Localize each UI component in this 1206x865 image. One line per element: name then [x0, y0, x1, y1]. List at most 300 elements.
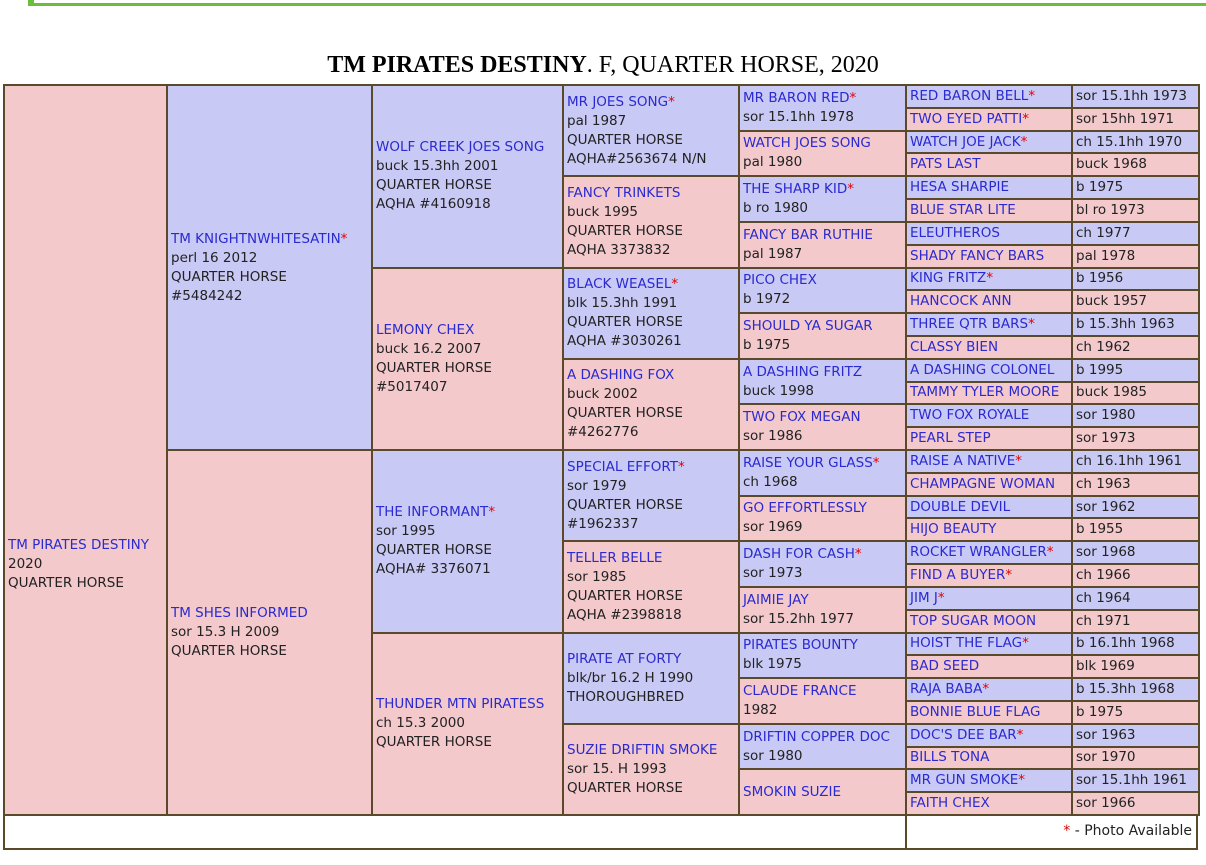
photo-star-icon: * — [937, 589, 945, 606]
pedigree-cell-gen6-info — [1072, 678, 1199, 701]
horse-name: GO EFFORTLESSLY — [743, 500, 867, 517]
horse-name: FANCY BAR RUTHIE — [743, 226, 873, 243]
pedigree-cell-gen4 — [563, 176, 739, 267]
horse-detail: QUARTER HORSE — [567, 222, 683, 239]
pedigree-cell-gen6 — [906, 633, 1072, 656]
pedigree-cell-gen5 — [739, 131, 906, 177]
pedigree-cell-gen6 — [906, 678, 1072, 701]
pedigree-cell-gen6-info — [1072, 153, 1199, 176]
pedigree-cell-gen2 — [167, 450, 372, 815]
photo-star-icon: * — [678, 458, 685, 475]
horse-detail: QUARTER HORSE — [376, 542, 492, 559]
horse-name-link[interactable] — [567, 275, 735, 294]
horse-detail: buck 1968 — [1076, 156, 1148, 173]
horse-detail: AQHA 3373832 — [567, 241, 671, 258]
photo-star-icon: * — [488, 504, 496, 521]
horse-name: DRIFTIN COPPER DOC — [743, 728, 890, 745]
horse-detail: sor 1979 — [567, 477, 627, 494]
horse-detail: sor 15hh 1971 — [1076, 110, 1175, 127]
photo-star-icon: * — [1016, 726, 1024, 743]
pedigree-cell-gen6-info — [1072, 701, 1199, 724]
horse-name: MR JOES SONG — [567, 93, 669, 110]
photo-star-icon: * — [668, 93, 675, 110]
pedigree-cell-gen6-info — [1072, 496, 1199, 519]
horse-detail: ch 1966 — [1076, 566, 1131, 583]
photo-star-icon: * — [854, 546, 862, 563]
horse-name: THE INFORMANT — [376, 504, 489, 521]
horse-name-link[interactable] — [743, 317, 902, 336]
pedigree-cell-gen6 — [906, 359, 1072, 382]
pedigree-cell-gen6 — [906, 701, 1072, 724]
horse-name-link[interactable] — [910, 499, 1068, 516]
horse-name: SUZIE DRIFTIN SMOKE — [567, 741, 718, 758]
horse-name-link[interactable] — [910, 613, 1068, 630]
horse-name-link[interactable] — [567, 458, 735, 477]
horse-name: SHOULD YA SUGAR — [743, 317, 873, 334]
horse-name: RAISE A NATIVE — [910, 452, 1016, 469]
pedigree-cell-gen6 — [906, 85, 1072, 108]
pedigree-cell-gen3 — [372, 268, 563, 451]
pedigree-cell-gen6-info — [1072, 85, 1199, 108]
pedigree-cell-gen6-info — [1072, 199, 1199, 222]
horse-name-link[interactable] — [376, 321, 559, 340]
horse-name: WATCH JOES SONG — [743, 135, 871, 152]
horse-name-link[interactable] — [910, 384, 1068, 401]
horse-name-link[interactable] — [910, 635, 1068, 652]
horse-name-link[interactable] — [910, 202, 1068, 219]
horse-detail: b 1975 — [1076, 179, 1124, 196]
horse-detail: QUARTER HORSE — [171, 643, 287, 659]
page-title — [0, 52, 1206, 79]
pedigree-cell-gen6-info — [1072, 336, 1199, 359]
pedigree-cell-gen5 — [739, 724, 906, 770]
pedigree-cell-gen6 — [906, 245, 1072, 268]
horse-detail: b 1955 — [1076, 521, 1124, 538]
horse-detail: sor 1973 — [1076, 430, 1136, 447]
horse-name-link[interactable] — [743, 499, 902, 518]
horse-name: TWO FOX ROYALE — [910, 407, 1030, 424]
photo-star-icon: * — [1005, 566, 1013, 583]
horse-name: THREE QTR BARS — [910, 316, 1029, 333]
pedigree-row — [4, 85, 1199, 108]
horse-name: HOIST THE FLAG — [910, 635, 1023, 652]
photo-star-icon: * — [1028, 87, 1036, 104]
horse-detail: buck 2002 — [567, 386, 639, 403]
pedigree-cell-gen5 — [739, 496, 906, 542]
horse-name: SMOKIN SUZIE — [743, 783, 842, 800]
pedigree-cell-gen5 — [739, 176, 906, 222]
horse-name: BLUE STAR LITE — [910, 201, 1016, 218]
horse-detail: blk 1969 — [1076, 658, 1135, 675]
horse-name-link[interactable] — [910, 88, 1068, 105]
horse-name-link[interactable] — [910, 749, 1068, 766]
horse-name: LEMONY CHEX — [376, 321, 475, 338]
photo-star-icon: * — [1018, 772, 1026, 789]
horse-detail: AQHA #2398818 — [567, 606, 682, 623]
horse-name: PATS LAST — [910, 156, 981, 173]
horse-detail: sor 15.1hh 1973 — [1076, 87, 1187, 104]
horse-name: TELLER BELLE — [567, 549, 663, 566]
horse-detail: blk 1975 — [743, 656, 802, 673]
horse-name-link[interactable] — [743, 134, 902, 153]
horse-detail: sor 1980 — [743, 747, 803, 764]
horse-name-link[interactable] — [171, 230, 368, 249]
pedigree-footer — [3, 816, 1198, 850]
horse-name: HESA SHARPIE — [910, 179, 1010, 196]
pedigree-cell-gen6 — [906, 404, 1072, 427]
horse-detail: QUARTER HORSE — [567, 779, 683, 796]
pedigree-cell-gen6-info — [1072, 290, 1199, 313]
horse-name: BLACK WEASEL — [567, 276, 672, 293]
horse-name: A DASHING COLONEL — [910, 361, 1055, 378]
horse-detail: sor 15.1hh 1961 — [1076, 772, 1187, 789]
horse-name-link[interactable] — [743, 783, 902, 802]
pedigree-cell-gen4 — [563, 85, 739, 176]
photo-star-icon: * — [1015, 452, 1022, 469]
horse-detail: sor 1995 — [376, 523, 436, 540]
pedigree-cell-gen6-info — [1072, 427, 1199, 450]
horse-name-link[interactable] — [743, 363, 902, 382]
horse-name-link[interactable] — [567, 549, 735, 568]
pedigree-cell-gen6-info — [1072, 769, 1199, 792]
pedigree-cell-gen6-info — [1072, 518, 1199, 541]
pedigree-cell-gen6 — [906, 518, 1072, 541]
horse-name: FIND A BUYER — [910, 566, 1006, 583]
horse-name-link[interactable] — [743, 682, 902, 701]
horse-name-link[interactable] — [910, 704, 1068, 721]
horse-name-link[interactable] — [743, 408, 902, 427]
horse-detail: sor 1968 — [1076, 544, 1136, 561]
pedigree-cell-gen6 — [906, 450, 1072, 473]
horse-detail: QUARTER HORSE — [567, 587, 683, 604]
pedigree-cell-gen5 — [739, 633, 906, 679]
pedigree-cell-gen6 — [906, 473, 1072, 496]
pedigree-cell-gen6-info — [1072, 450, 1199, 473]
horse-name-link[interactable] — [910, 590, 1068, 607]
pedigree-cell-gen6 — [906, 427, 1072, 450]
pedigree-cell-gen6 — [906, 313, 1072, 336]
horse-name-link[interactable] — [8, 536, 163, 555]
horse-name-link[interactable] — [910, 225, 1068, 242]
horse-detail: QUARTER HORSE — [567, 405, 683, 422]
horse-detail: buck 1998 — [743, 382, 815, 399]
horse-name-link[interactable] — [376, 138, 559, 157]
horse-name-link[interactable] — [743, 271, 902, 290]
pedigree-cell-gen4 — [563, 268, 739, 359]
horse-name-link[interactable] — [567, 366, 735, 385]
pedigree-row — [4, 450, 1199, 473]
horse-name: RED BARON BELL — [910, 87, 1029, 104]
horse-name-link[interactable] — [910, 362, 1068, 379]
horse-detail: sor 1973 — [743, 565, 803, 582]
pedigree-cell-gen6 — [906, 382, 1072, 405]
horse-detail: ch 1964 — [1076, 589, 1131, 606]
horse-detail: AQHA# 3376071 — [376, 561, 491, 578]
pedigree-cell-gen6-info — [1072, 747, 1199, 770]
horse-name: CLAUDE FRANCE — [743, 682, 857, 699]
horse-name-link[interactable] — [910, 270, 1068, 287]
horse-name-link[interactable] — [910, 111, 1068, 128]
pedigree-cell-gen6 — [906, 108, 1072, 131]
horse-name-link[interactable] — [910, 339, 1068, 356]
horse-name-link[interactable] — [910, 521, 1068, 538]
pedigree-cell-gen6 — [906, 153, 1072, 176]
pedigree-cell-gen6-info — [1072, 359, 1199, 382]
horse-detail: pal 1980 — [743, 154, 803, 171]
pedigree-cell-gen5 — [739, 450, 906, 496]
photo-star-icon: * — [1022, 635, 1029, 652]
pedigree-cell-gen6-info — [1072, 108, 1199, 131]
horse-name-link[interactable] — [910, 795, 1068, 812]
horse-detail: sor 1969 — [743, 519, 803, 536]
horse-name: CLASSY BIEN — [910, 338, 999, 355]
horse-name: ELEUTHEROS — [910, 224, 1000, 241]
pedigree-cell-gen5 — [739, 769, 906, 815]
pedigree-cell-gen5 — [739, 85, 906, 131]
horse-name: FAITH CHEX — [910, 795, 990, 812]
horse-detail: #4262776 — [567, 424, 639, 441]
horse-detail: QUARTER HORSE — [376, 177, 492, 194]
pedigree-cell-gen6-info — [1072, 792, 1199, 815]
horse-name: DOC'S DEE BAR — [910, 726, 1017, 743]
horse-name: A DASHING FOX — [567, 367, 675, 384]
photo-star-icon: * — [1063, 823, 1071, 839]
horse-detail: #5017407 — [376, 378, 448, 395]
horse-detail: buck 1985 — [1076, 384, 1148, 401]
horse-detail: ch 1971 — [1076, 612, 1131, 629]
title-details: . F, QUARTER HORSE, 2020 — [586, 52, 879, 78]
horse-name: HIJO BEAUTY — [910, 521, 997, 538]
horse-detail: sor 1985 — [567, 568, 627, 585]
horse-name-link[interactable] — [910, 544, 1068, 561]
horse-name: TOP SUGAR MOON — [910, 612, 1037, 629]
pedigree-cell-gen6 — [906, 769, 1072, 792]
horse-detail: THOROUGHBRED — [567, 688, 685, 705]
horse-detail: b 1972 — [743, 291, 791, 308]
horse-name: HANCOCK ANN — [910, 293, 1012, 310]
horse-detail: b 1975 — [1076, 703, 1124, 720]
photo-legend-text: - Photo Available — [1070, 823, 1192, 839]
horse-name-link[interactable] — [910, 567, 1068, 584]
horse-name-link[interactable] — [910, 316, 1068, 333]
pedigree-cell-gen6 — [906, 268, 1072, 291]
horse-detail: buck 15.3hh 2001 — [376, 158, 499, 175]
horse-name-link[interactable] — [910, 430, 1068, 447]
horse-name: KING FRITZ — [910, 270, 987, 287]
horse-name-link[interactable] — [567, 741, 735, 760]
pedigree-cell-gen6-info — [1072, 404, 1199, 427]
pedigree-cell-gen6 — [906, 199, 1072, 222]
horse-name-link[interactable] — [743, 180, 902, 199]
horse-name: WATCH JOE JACK — [910, 133, 1021, 150]
horse-detail: buck 1957 — [1076, 293, 1148, 310]
horse-detail: sor 1970 — [1076, 749, 1136, 766]
pedigree-cell-gen3 — [372, 633, 563, 816]
photo-star-icon: * — [847, 181, 854, 198]
horse-name: TAMMY TYLER MOORE — [910, 384, 1060, 401]
pedigree-cell-gen5 — [739, 404, 906, 450]
horse-name-link[interactable] — [910, 476, 1068, 493]
horse-detail: sor 1980 — [1076, 407, 1136, 424]
horse-name: PIRATES BOUNTY — [743, 637, 858, 654]
horse-detail: sor 1986 — [743, 428, 803, 445]
photo-star-icon: * — [986, 270, 994, 287]
pedigree-cell-gen4 — [563, 724, 739, 815]
horse-detail: ch 1977 — [1076, 224, 1131, 241]
horse-name-link[interactable] — [376, 503, 559, 522]
top-green-bar — [28, 0, 1206, 6]
horse-name-link[interactable] — [743, 454, 902, 473]
horse-detail: bl ro 1973 — [1076, 201, 1145, 218]
photo-star-icon: * — [982, 681, 990, 698]
horse-detail: ch 16.1hh 1961 — [1076, 452, 1183, 469]
horse-detail: ch 1963 — [1076, 475, 1131, 492]
pedigree-cell-gen6-info — [1072, 176, 1199, 199]
pedigree-cell-gen6-info — [1072, 564, 1199, 587]
pedigree-cell-gen5 — [739, 359, 906, 405]
horse-detail: b ro 1980 — [743, 200, 809, 217]
horse-name-link[interactable] — [567, 650, 735, 669]
footer-divider — [905, 816, 907, 848]
pedigree-cell-gen4 — [563, 359, 739, 450]
pedigree-cell-gen6 — [906, 496, 1072, 519]
horse-name: DOUBLE DEVIL — [910, 498, 1011, 515]
pedigree-cell-gen6-info — [1072, 610, 1199, 633]
horse-name-link[interactable] — [567, 93, 735, 112]
horse-name-link[interactable] — [910, 727, 1068, 744]
horse-detail: 1982 — [743, 701, 778, 718]
horse-name: SPECIAL EFFORT — [567, 458, 679, 475]
pedigree-cell-gen6-info — [1072, 245, 1199, 268]
horse-name-link[interactable] — [910, 134, 1068, 151]
horse-detail: QUARTER HORSE — [567, 314, 683, 331]
pedigree-cell-gen6 — [906, 724, 1072, 747]
horse-detail: AQHA #4160918 — [376, 196, 491, 213]
horse-detail: ch 15.3 2000 — [376, 715, 465, 732]
horse-name-link[interactable] — [171, 604, 368, 623]
pedigree-cell-gen5 — [739, 222, 906, 268]
horse-detail: QUARTER HORSE — [376, 359, 492, 376]
pedigree-cell-gen6-info — [1072, 587, 1199, 610]
horse-name-link[interactable] — [743, 89, 902, 108]
pedigree-cell-gen6 — [906, 176, 1072, 199]
horse-name-link[interactable] — [910, 179, 1068, 196]
horse-detail: b 15.3hh 1968 — [1076, 681, 1175, 698]
pedigree-cell-gen6-info — [1072, 222, 1199, 245]
horse-name-link[interactable] — [910, 293, 1068, 310]
horse-name-link[interactable] — [910, 248, 1068, 265]
photo-star-icon: * — [1020, 133, 1028, 150]
pedigree-cell-gen5 — [739, 313, 906, 359]
horse-name-link[interactable] — [743, 728, 902, 747]
horse-detail: sor 15.2hh 1977 — [743, 610, 854, 627]
horse-name: MR GUN SMOKE — [910, 772, 1019, 789]
horse-detail: QUARTER HORSE — [567, 496, 683, 513]
horse-detail: QUARTER HORSE — [171, 268, 287, 285]
horse-detail: pal 1987 — [743, 245, 803, 262]
photo-star-icon: * — [872, 454, 880, 471]
pedigree-cell-gen6-info — [1072, 473, 1199, 496]
horse-detail: b 1975 — [743, 336, 791, 353]
horse-name-link[interactable] — [743, 591, 902, 610]
pedigree-cell-gen4 — [563, 633, 739, 724]
pedigree-cell-gen6-info — [1072, 382, 1199, 405]
horse-detail: pal 1978 — [1076, 247, 1136, 264]
pedigree-cell-gen6 — [906, 131, 1072, 154]
horse-detail: buck 1995 — [567, 203, 639, 220]
horse-name-link[interactable] — [910, 156, 1068, 173]
horse-name-link[interactable] — [910, 453, 1068, 470]
pedigree-cell-gen5 — [739, 541, 906, 587]
horse-name: DASH FOR CASH — [743, 546, 855, 563]
horse-name: BILLS TONA — [910, 749, 990, 766]
horse-detail: sor 15. H 1993 — [567, 760, 667, 777]
horse-detail: b 16.1hh 1968 — [1076, 635, 1175, 652]
horse-detail: ch 15.1hh 1970 — [1076, 133, 1183, 150]
horse-detail: QUARTER HORSE — [376, 734, 492, 751]
horse-name: RAISE YOUR GLASS — [743, 454, 873, 471]
photo-star-icon: * — [849, 89, 857, 106]
horse-detail: #5484242 — [171, 287, 243, 304]
photo-star-icon: * — [1046, 544, 1054, 561]
horse-name: BAD SEED — [910, 658, 980, 675]
horse-name: FANCY TRINKETS — [567, 184, 681, 201]
pedigree-cell-gen5 — [739, 587, 906, 633]
pedigree-cell-gen1 — [4, 85, 167, 815]
horse-name-link[interactable] — [910, 681, 1068, 698]
horse-name: CHAMPAGNE WOMAN — [910, 475, 1056, 492]
pedigree-cell-gen6-info — [1072, 541, 1199, 564]
horse-name: JAIMIE JAY — [743, 591, 809, 608]
pedigree-cell-gen6 — [906, 655, 1072, 678]
horse-detail: blk/br 16.2 H 1990 — [567, 669, 694, 686]
horse-name-link[interactable] — [910, 407, 1068, 424]
pedigree-cell-gen6 — [906, 290, 1072, 313]
horse-name-link[interactable] — [910, 772, 1068, 789]
horse-name-link[interactable] — [910, 658, 1068, 675]
pedigree-cell-gen2 — [167, 85, 372, 450]
pedigree-cell-gen4 — [563, 541, 739, 632]
horse-name: PIRATE AT FORTY — [567, 650, 682, 667]
horse-detail: b 1995 — [1076, 361, 1124, 378]
horse-name: TM KNIGHTNWHITESATIN — [171, 230, 341, 247]
pedigree-cell-gen6 — [906, 222, 1072, 245]
photo-star-icon: * — [671, 276, 679, 293]
horse-detail: blk 15.3hh 1991 — [567, 295, 678, 312]
pedigree-cell-gen6-info — [1072, 131, 1199, 154]
horse-name-link[interactable] — [743, 636, 902, 655]
horse-name-link[interactable] — [567, 184, 735, 203]
horse-detail: pal 1987 — [567, 112, 627, 129]
horse-detail: ch 1968 — [743, 473, 798, 490]
photo-star-icon: * — [340, 230, 348, 247]
horse-detail: AQHA #3030261 — [567, 333, 682, 350]
horse-name: A DASHING FRITZ — [743, 363, 863, 380]
pedigree-cell-gen6 — [906, 610, 1072, 633]
horse-name: WOLF CREEK JOES SONG — [376, 139, 545, 156]
horse-name: MR BARON RED — [743, 89, 850, 106]
horse-detail: sor 15.1hh 1978 — [743, 108, 854, 125]
horse-detail: buck 16.2 2007 — [376, 340, 482, 357]
horse-detail: QUARTER HORSE — [567, 131, 683, 148]
horse-name-link[interactable] — [743, 545, 902, 564]
horse-name-link[interactable] — [743, 226, 902, 245]
horse-name-link[interactable] — [376, 695, 559, 714]
horse-name: SHADY FANCY BARS — [910, 247, 1045, 264]
horse-detail: #1962337 — [567, 515, 639, 532]
horse-name: THE SHARP KID — [743, 181, 848, 198]
pedigree-cell-gen6-info — [1072, 268, 1199, 291]
